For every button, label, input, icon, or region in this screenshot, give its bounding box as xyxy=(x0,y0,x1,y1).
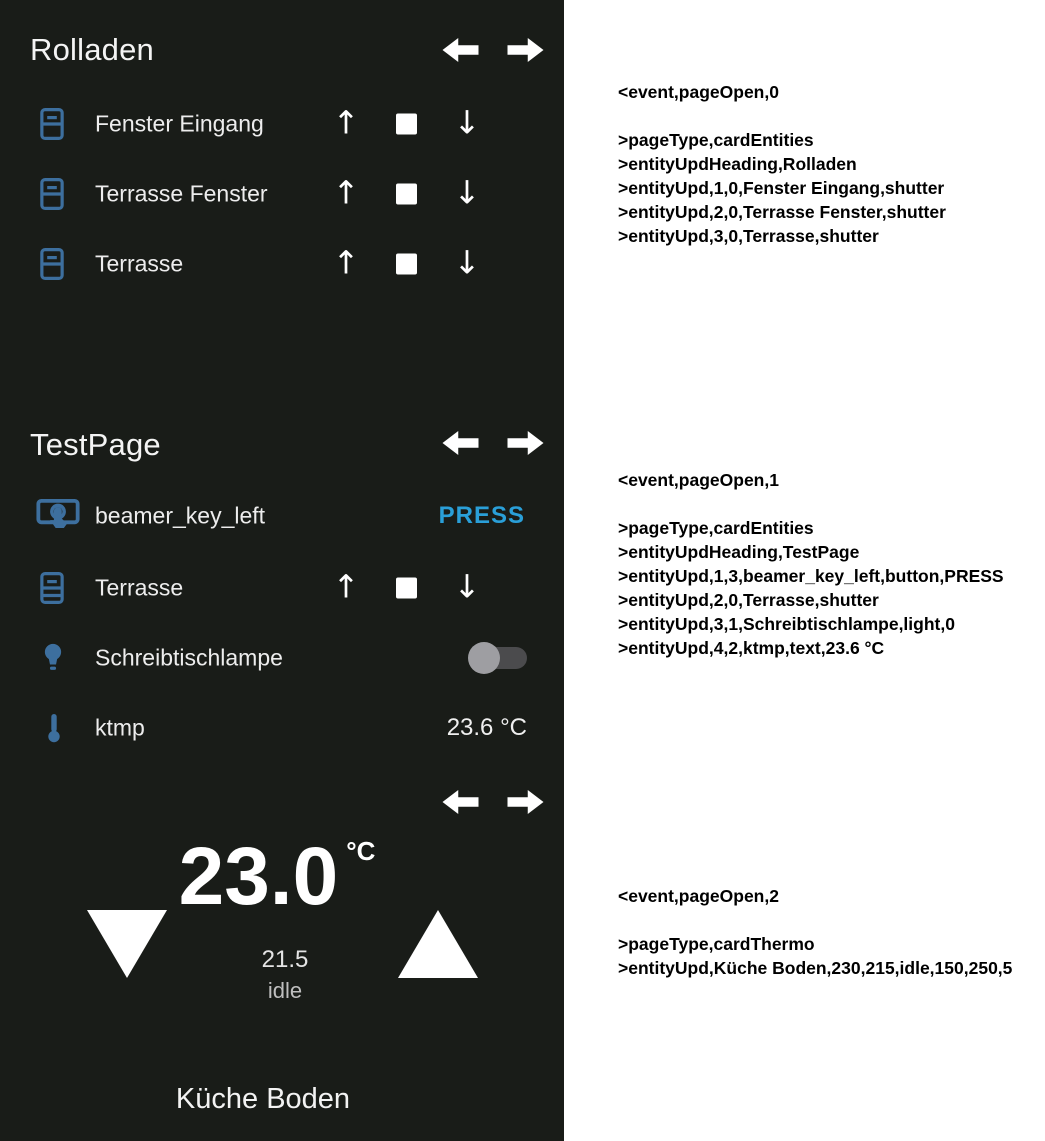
lightbulb-icon xyxy=(40,641,66,675)
entity-label: Terrasse xyxy=(95,574,184,601)
entity-label: Schreibtischlampe xyxy=(95,644,283,671)
protocol-log xyxy=(564,0,1045,1141)
entity-row-terrasse-fenster xyxy=(0,159,564,229)
shutter-up-button[interactable]: ↑ xyxy=(332,567,360,606)
shutter-stop-button[interactable] xyxy=(396,184,417,205)
page-prev-icon[interactable] xyxy=(442,428,479,458)
shutter-down-button[interactable]: ↓ xyxy=(453,173,481,212)
log-line: >entityUpd,1,0,Fenster Eingang,shutter xyxy=(618,178,945,198)
page-prev-icon[interactable] xyxy=(442,787,479,817)
thermometer-icon xyxy=(47,712,61,744)
page-prev-icon[interactable] xyxy=(442,35,479,65)
card-testpage-title: TestPage xyxy=(30,427,161,462)
light-toggle-off[interactable] xyxy=(469,647,527,669)
log-event-line: <event,pageOpen,1 xyxy=(618,470,779,490)
log-line: >entityUpd,3,0,Terrasse,shutter xyxy=(618,226,879,246)
log-event-line: <event,pageOpen,2 xyxy=(618,886,779,906)
current-temperature xyxy=(178,831,376,922)
entity-label: Fenster Eingang xyxy=(95,110,264,137)
window-shutter-icon xyxy=(40,248,64,280)
sensor-value: 23.6 °C xyxy=(446,714,527,741)
log-line: >entityUpd,1,3,beamer_key_left,button,PRESS xyxy=(618,566,1004,586)
log-line: >entityUpd,3,1,Schreibtischlampe,light,0 xyxy=(618,614,955,634)
log-line: >pageType,cardEntities xyxy=(618,130,814,150)
window-shutter-icon xyxy=(40,178,64,210)
card-thermo-pagenav xyxy=(442,787,544,817)
entity-row-terrasse xyxy=(0,229,564,299)
card-thermo-title: Küche Boden xyxy=(175,1083,351,1115)
temp-decrease-button[interactable] xyxy=(87,910,167,978)
log-block-page1 xyxy=(618,468,1041,660)
log-block-page0 xyxy=(618,80,1041,248)
log-line: >entityUpdHeading,TestPage xyxy=(618,542,860,562)
shutter-up-button[interactable]: ↑ xyxy=(332,103,360,142)
shutter-down-button[interactable]: ↓ xyxy=(453,243,481,282)
setpoint-temperature: 21.5 xyxy=(261,946,309,973)
card-rolladen-pagenav xyxy=(442,35,544,65)
log-event-line: <event,pageOpen,0 xyxy=(618,82,779,102)
shutter-up-button[interactable]: ↑ xyxy=(332,173,360,212)
temperature-unit: °C xyxy=(346,836,376,866)
entity-row-schreibtischlampe xyxy=(0,623,564,693)
entity-row-terrasse-2 xyxy=(0,553,564,623)
log-line: >entityUpd,Küche Boden,230,215,idle,150,250,5 xyxy=(618,958,1013,978)
card-rolladen-title: Rolladen xyxy=(30,32,154,67)
current-temperature-value: 23.0 xyxy=(178,831,339,922)
window-shutter-icon xyxy=(40,108,64,140)
shutter-stop-button[interactable] xyxy=(396,254,417,275)
shutter-up-button[interactable]: ↑ xyxy=(332,243,360,282)
log-line: >entityUpd,2,0,Terrasse,shutter xyxy=(618,590,879,610)
page-next-icon[interactable] xyxy=(507,35,544,65)
entity-label: Terrasse xyxy=(95,250,184,277)
log-line: >pageType,cardEntities xyxy=(618,518,814,538)
entity-label: beamer_key_left xyxy=(95,502,266,529)
toggle-knob[interactable] xyxy=(468,642,500,674)
gesture-tap-button-icon xyxy=(36,496,80,536)
log-line: >entityUpd,4,2,ktmp,text,23.6 °C xyxy=(618,638,885,658)
press-button[interactable]: PRESS xyxy=(438,502,525,529)
entity-row-ktmp xyxy=(0,693,564,763)
log-line: >entityUpd,2,0,Terrasse Fenster,shutter xyxy=(618,202,946,222)
log-block-page2 xyxy=(618,884,1041,980)
entity-row-beamer-key-left xyxy=(0,481,564,551)
entity-row-fenster-eingang xyxy=(0,89,564,159)
shutter-stop-button[interactable] xyxy=(396,578,417,599)
shutter-down-button[interactable]: ↓ xyxy=(453,567,481,606)
card-testpage-pagenav xyxy=(442,428,544,458)
shutter-stop-button[interactable] xyxy=(396,114,417,135)
thermostat-state: idle xyxy=(267,978,303,1003)
page-next-icon[interactable] xyxy=(507,787,544,817)
temp-increase-button[interactable] xyxy=(398,910,478,978)
page-next-icon[interactable] xyxy=(507,428,544,458)
entity-label: ktmp xyxy=(95,714,145,741)
entity-label: Terrasse Fenster xyxy=(95,180,268,207)
window-shutter-icon xyxy=(40,572,64,604)
shutter-down-button[interactable]: ↓ xyxy=(453,103,481,142)
log-line: >entityUpdHeading,Rolladen xyxy=(618,154,857,174)
log-line: >pageType,cardThermo xyxy=(618,934,815,954)
